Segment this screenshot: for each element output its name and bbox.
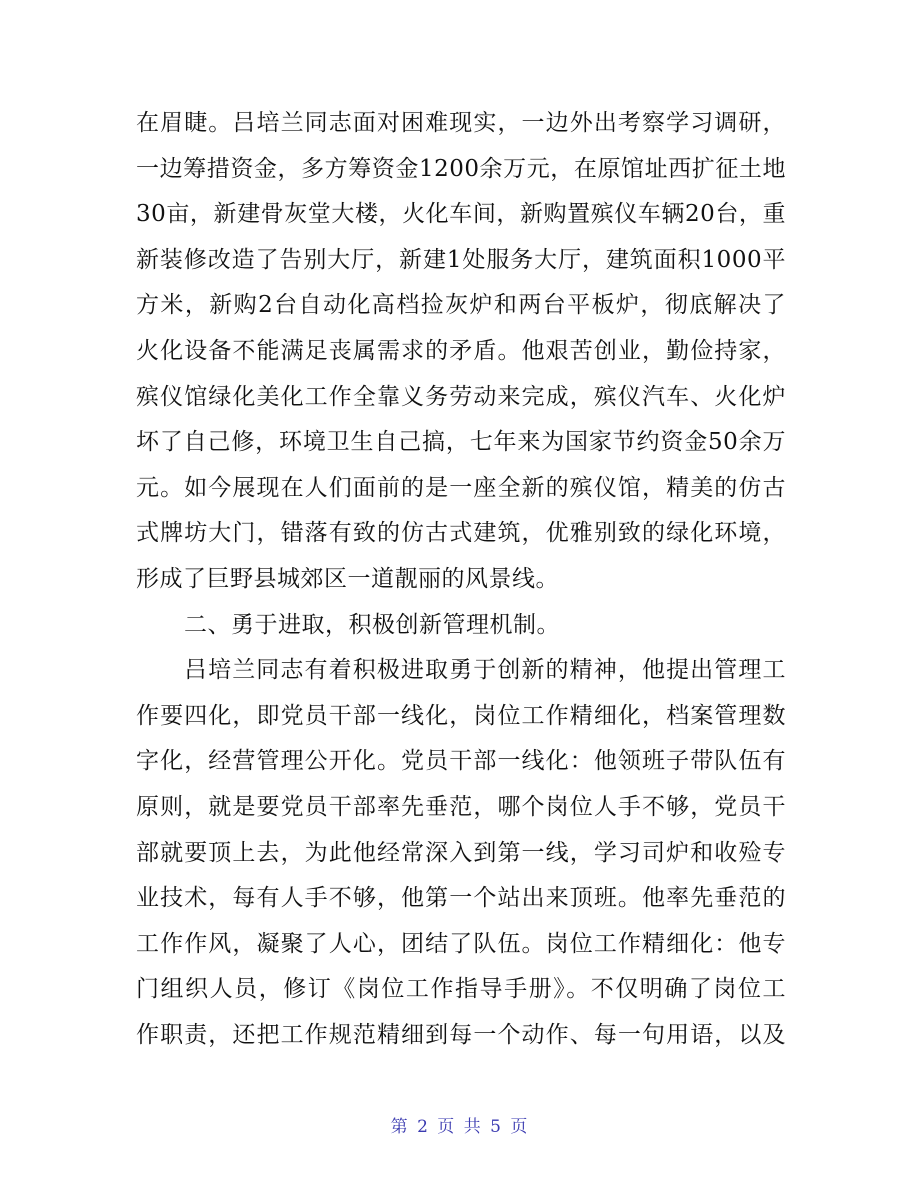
text-line: 部就要顶上去，为此他经常深入到第一线，学习司炉和收殓专 (136, 839, 786, 866)
text-line: 作要四化，即党员干部一线化，岗位工作精细化，档案管理数 (136, 702, 786, 729)
text-line: 原则，就是要党员干部率先垂范，哪个岗位人手不够，党员干 (136, 793, 786, 820)
page-number-footer: 第 2 页 共 5 页 (390, 1117, 530, 1137)
text-line: 作职责，还把工作规范精细到每一个动作、每一句用语，以及 (136, 1021, 786, 1048)
text-line: 在眉睫。吕培兰同志面对困难现实，一边外出考察学习调研， (136, 110, 786, 136)
text-line: 火化设备不能满足丧属需求的矛盾。他艰苦创业，勤俭持家， (136, 337, 786, 364)
text-line: 吕培兰同志有着积极进取勇于创新的精神，他提出管理工 (184, 657, 786, 684)
text-line: 二、勇于进取，积极创新管理机制。 (184, 611, 560, 638)
text-line: 字化，经营管理公开化。党员干部一线化：他领班子带队伍有 (136, 748, 786, 775)
document-body (136, 101, 786, 1058)
text-line: 方米，新购2台自动化高档捡灰炉和两台平板炉，彻底解决了 (136, 292, 786, 319)
text-line: 新装修改造了告别大厅，新建1处服务大厅，建筑面积1000平 (136, 246, 786, 273)
text-line: 元。如今展现在人们面前的是一座全新的殡仪馆，精美的仿古 (136, 474, 786, 501)
text-line: 门组织人员，修订《岗位工作指导手册》。不仅明确了岗位工 (136, 976, 786, 1003)
text-line: 一边筹措资金，多方筹资金1200余万元，在原馆址西扩征土地 (136, 155, 786, 182)
text-line: 式牌坊大门，错落有致的仿古式建筑，优雅别致的绿化环境， (136, 520, 786, 547)
text-line: 工作作风，凝聚了人心，团结了队伍。岗位工作精细化：他专 (136, 930, 786, 957)
text-line: 30亩，新建骨灰堂大楼，火化车间，新购置殡仪车辆20台，重 (136, 201, 786, 228)
text-line: 形成了巨野县城郊区一道靓丽的风景线。 (136, 565, 559, 592)
text-line: 坏了自己修，环境卫生自己搞，七年来为国家节约资金50余万 (136, 429, 786, 456)
text-line: 业技术，每有人手不够，他第一个站出来顶班。他率先垂范的 (136, 885, 786, 912)
text-line: 殡仪馆绿化美化工作全靠义务劳动来完成，殡仪汽车、火化炉 (136, 383, 786, 410)
